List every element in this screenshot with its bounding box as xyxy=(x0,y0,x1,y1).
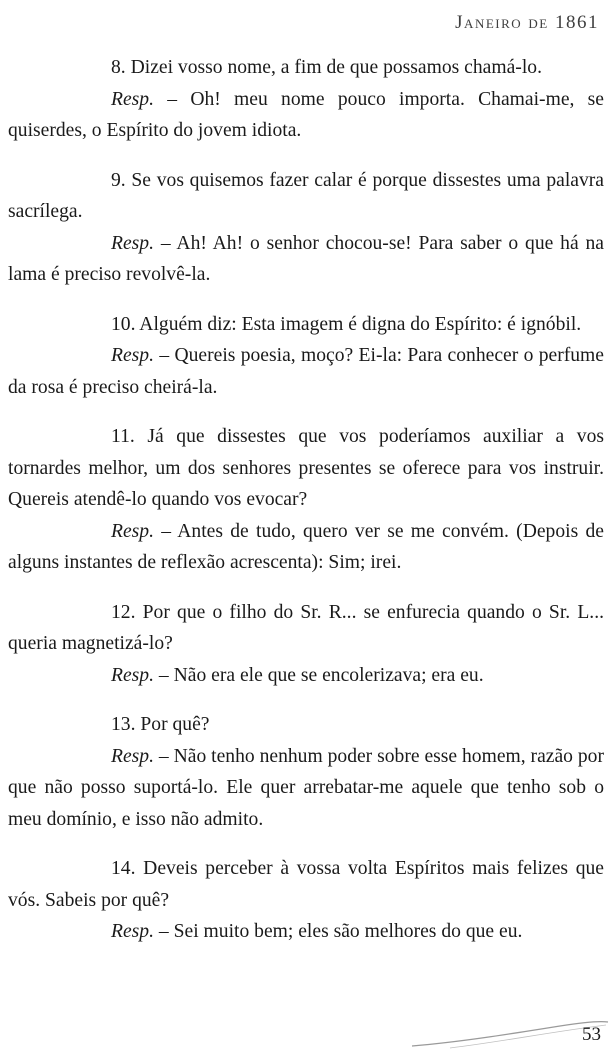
question-12: 12. Por que o filho do Sr. R... se enfurecia quando o Sr. L... queria magnetizá-lo? xyxy=(8,601,604,654)
answer-10 xyxy=(8,340,604,403)
answer-12 xyxy=(8,660,604,692)
question-13: 13. Por quê? xyxy=(111,714,210,735)
answer-11 xyxy=(8,516,604,579)
answer-text: – Sei muito bem; eles são melhores do que eu. xyxy=(154,921,523,942)
answer-9 xyxy=(8,228,604,291)
answer-text: – Quereis poesia, moço? Ei-la: Para conhecer o perfume da rosa é preciso cheirá-la. xyxy=(8,345,604,398)
answer-text: – Antes de tudo, quero ver se me convém. (Depois de alguns instantes de reflexão acrescenta): Sim; irei. xyxy=(8,520,604,573)
page-body xyxy=(8,52,604,948)
resp-label: Resp. xyxy=(111,345,154,366)
answer-8 xyxy=(8,84,604,147)
answer-13 xyxy=(8,741,604,836)
page-number: 53 xyxy=(582,1024,601,1045)
resp-label: Resp. xyxy=(111,88,154,110)
answer-text: – Oh! meu nome pouco importa. Chamai-me, se quiserdes, o Espírito do jovem idiota. xyxy=(8,88,604,141)
question-10: 10. Alguém diz: Esta imagem é digna do Espírito: é ignóbil. xyxy=(111,313,582,335)
resp-label: Resp. xyxy=(111,520,154,542)
resp-label: Resp. xyxy=(111,745,154,767)
resp-label: Resp. xyxy=(111,232,154,254)
resp-label: Resp. xyxy=(111,921,154,942)
question-9: 9. Se vos quisemos fazer calar é porque dissestes uma palavra sacrílega. xyxy=(8,169,604,222)
question-14: 14. Deveis perceber à vossa volta Espíritos mais felizes que vós. Sabeis por quê? xyxy=(8,858,604,911)
question-8: 8. Dizei vosso nome, a fim de que possamos chamá-lo. xyxy=(111,57,542,78)
answer-text: – Ah! Ah! o senhor chocou-se! Para saber o que há na lama é preciso revolvê-la. xyxy=(8,232,604,285)
answer-14 xyxy=(8,916,604,948)
resp-label: Resp. xyxy=(111,664,154,686)
footer-swoosh-ornament xyxy=(410,1012,610,1052)
answer-text: – Não tenho nenhum poder sobre esse homem, razão por que não posso suportá-lo. Ele quer arrebatar-me aquele que tenho sob o meu domínio, e isso não admito. xyxy=(8,745,604,830)
answer-text: – Não era ele que se encolerizava; era eu. xyxy=(154,664,484,686)
running-header: Janeiro de 1861 xyxy=(455,12,599,33)
question-11: 11. Já que dissestes que vos poderíamos auxiliar a vos tornardes melhor, um dos senhores presentes se oferece para vos instruir. Quereis atendê-lo quando vos evocar? xyxy=(8,426,604,510)
